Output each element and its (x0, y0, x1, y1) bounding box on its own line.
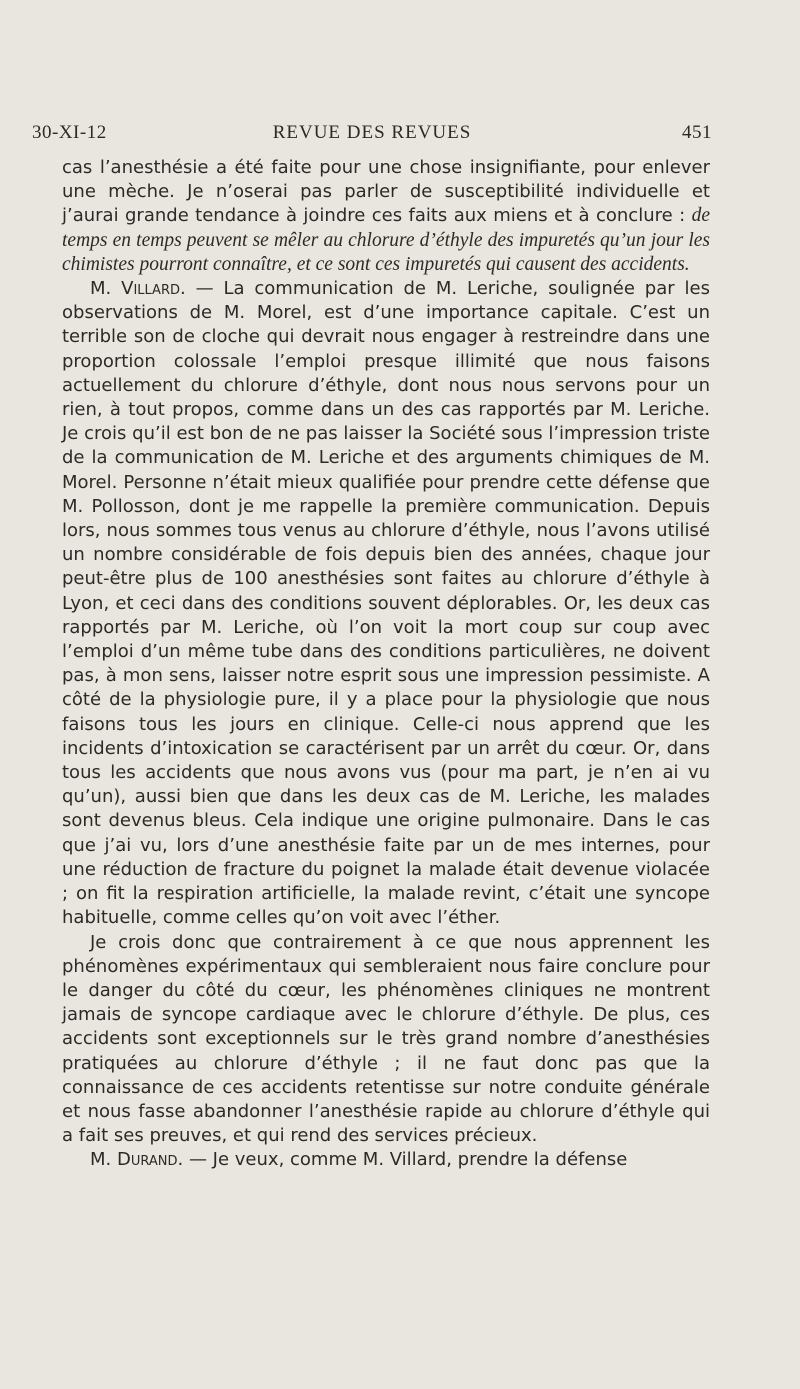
paragraph-3 (62, 931, 710, 1149)
paragraph-3-text: Je crois donc que contrairement à ce que nous apprennent les phénomènes expérimentaux qui sembleraient nous faire conclure pour le danger du côté du cœur, les phénomènes cliniques ne montrent jamais de syncope cardiaque avec le chlorure d’éthyle. De plus, ces accidents sont exceptionnels sur le très grand nombre d’anesthésies pratiquées au chlorure d’éthyle ; il ne faut donc pas que la connaissance de ces accidents retentisse sur notre conduite générale et nous fasse abandonner l’anesthésie rapide au chlorure d’éthyle qui a fait ses preuves, et qui rend des services précieux. (62, 931, 710, 1147)
paragraph-4 (62, 1148, 710, 1172)
header-date: 30-XI-12 (32, 122, 107, 143)
paragraph-2 (62, 277, 710, 930)
body-text (62, 156, 710, 1173)
paragraph-1-text: cas l’anesthésie a été faite pour une chose insignifiante, pour enlever une mèche. Je n’oserai pas parler de susceptibilité individuelle et j’aurai grande tendance à joindre ces faits aux miens et à conclure : (62, 157, 710, 227)
running-header (32, 122, 712, 150)
paragraph-4-text: — Je veux, comme M. Villard, prendre la défense (188, 1149, 628, 1171)
paragraph-1-italic: de temps en temps peuvent se mêler au chlorure d’éthyle des impuretés qu’un jour les chimistes pourront connaître, et ce sont ces impuretés qui causent des accidents. (62, 205, 710, 275)
page-number: 451 (682, 122, 712, 143)
speaker-villard: M. Villard. (90, 278, 186, 300)
speaker-durand: M. Durand. (90, 1149, 184, 1171)
paragraph-1 (62, 156, 710, 277)
journal-title: REVUE DES REVUES (272, 122, 472, 143)
paragraph-2-text: — La communication de M. Leriche, soulignée par les observations de M. Morel, est d’une importance capitale. C’est un terrible son de cloche qui devrait nous engager à restreindre dans une proportion colossale l’emploi presque illimité que nous faisons actuellement du chlorure d’éthyle, dont nous nous servons pour un rien, à tout propos, comme dans un des cas rapportés par M. Leriche. Je crois qu’il est bon de ne pas laisser la Société sous l’impression triste de la communication de M. Leriche et des arguments chimiques de M. Morel. Personne n’était mieux qualifiée pour prendre cette défense que M. Pollosson, dont je me rappelle la première communication. Depuis lors, nous sommes tous venus au chlorure d’éthyle, nous l’avons utilisé un nombre considérable de fois depuis bien des années, chaque jour peut-être plus de 100 anesthésies sont faites au chlorure d’éthyle à Lyon, et ceci dans des conditions souvent déplorables. Or, les deux cas rapportés par M. Leriche, où l’on voit la mort coup sur coup avec l’emploi d’un même tube dans des conditions particulières, ne doivent pas, à mon sens, laisser notre esprit sous une impression pessimiste. A côté de la physiologie pure, il y a place pour la physiologie que nous faisons tous les jours en clinique. Celle-ci nous apprend que les incidents d’intoxication se caractérisent par un arrêt du cœur. Or, dans tous les accidents que nous avons vus (pour ma part, je n’en ai vu qu’un), aussi bien que dans les deux cas de M. Leriche, les malades sont devenus bleus. Cela indique une origine pulmonaire. Dans le cas que j’ai vu, lors d’une anesthésie faite par un de mes internes, pour une réduction de fracture du poignet la malade était devenue violacée ; on fit la respiration artificielle, la malade revint, c’était une syncope habituelle, comme celles qu’on voit avec l’éther. (62, 278, 710, 929)
